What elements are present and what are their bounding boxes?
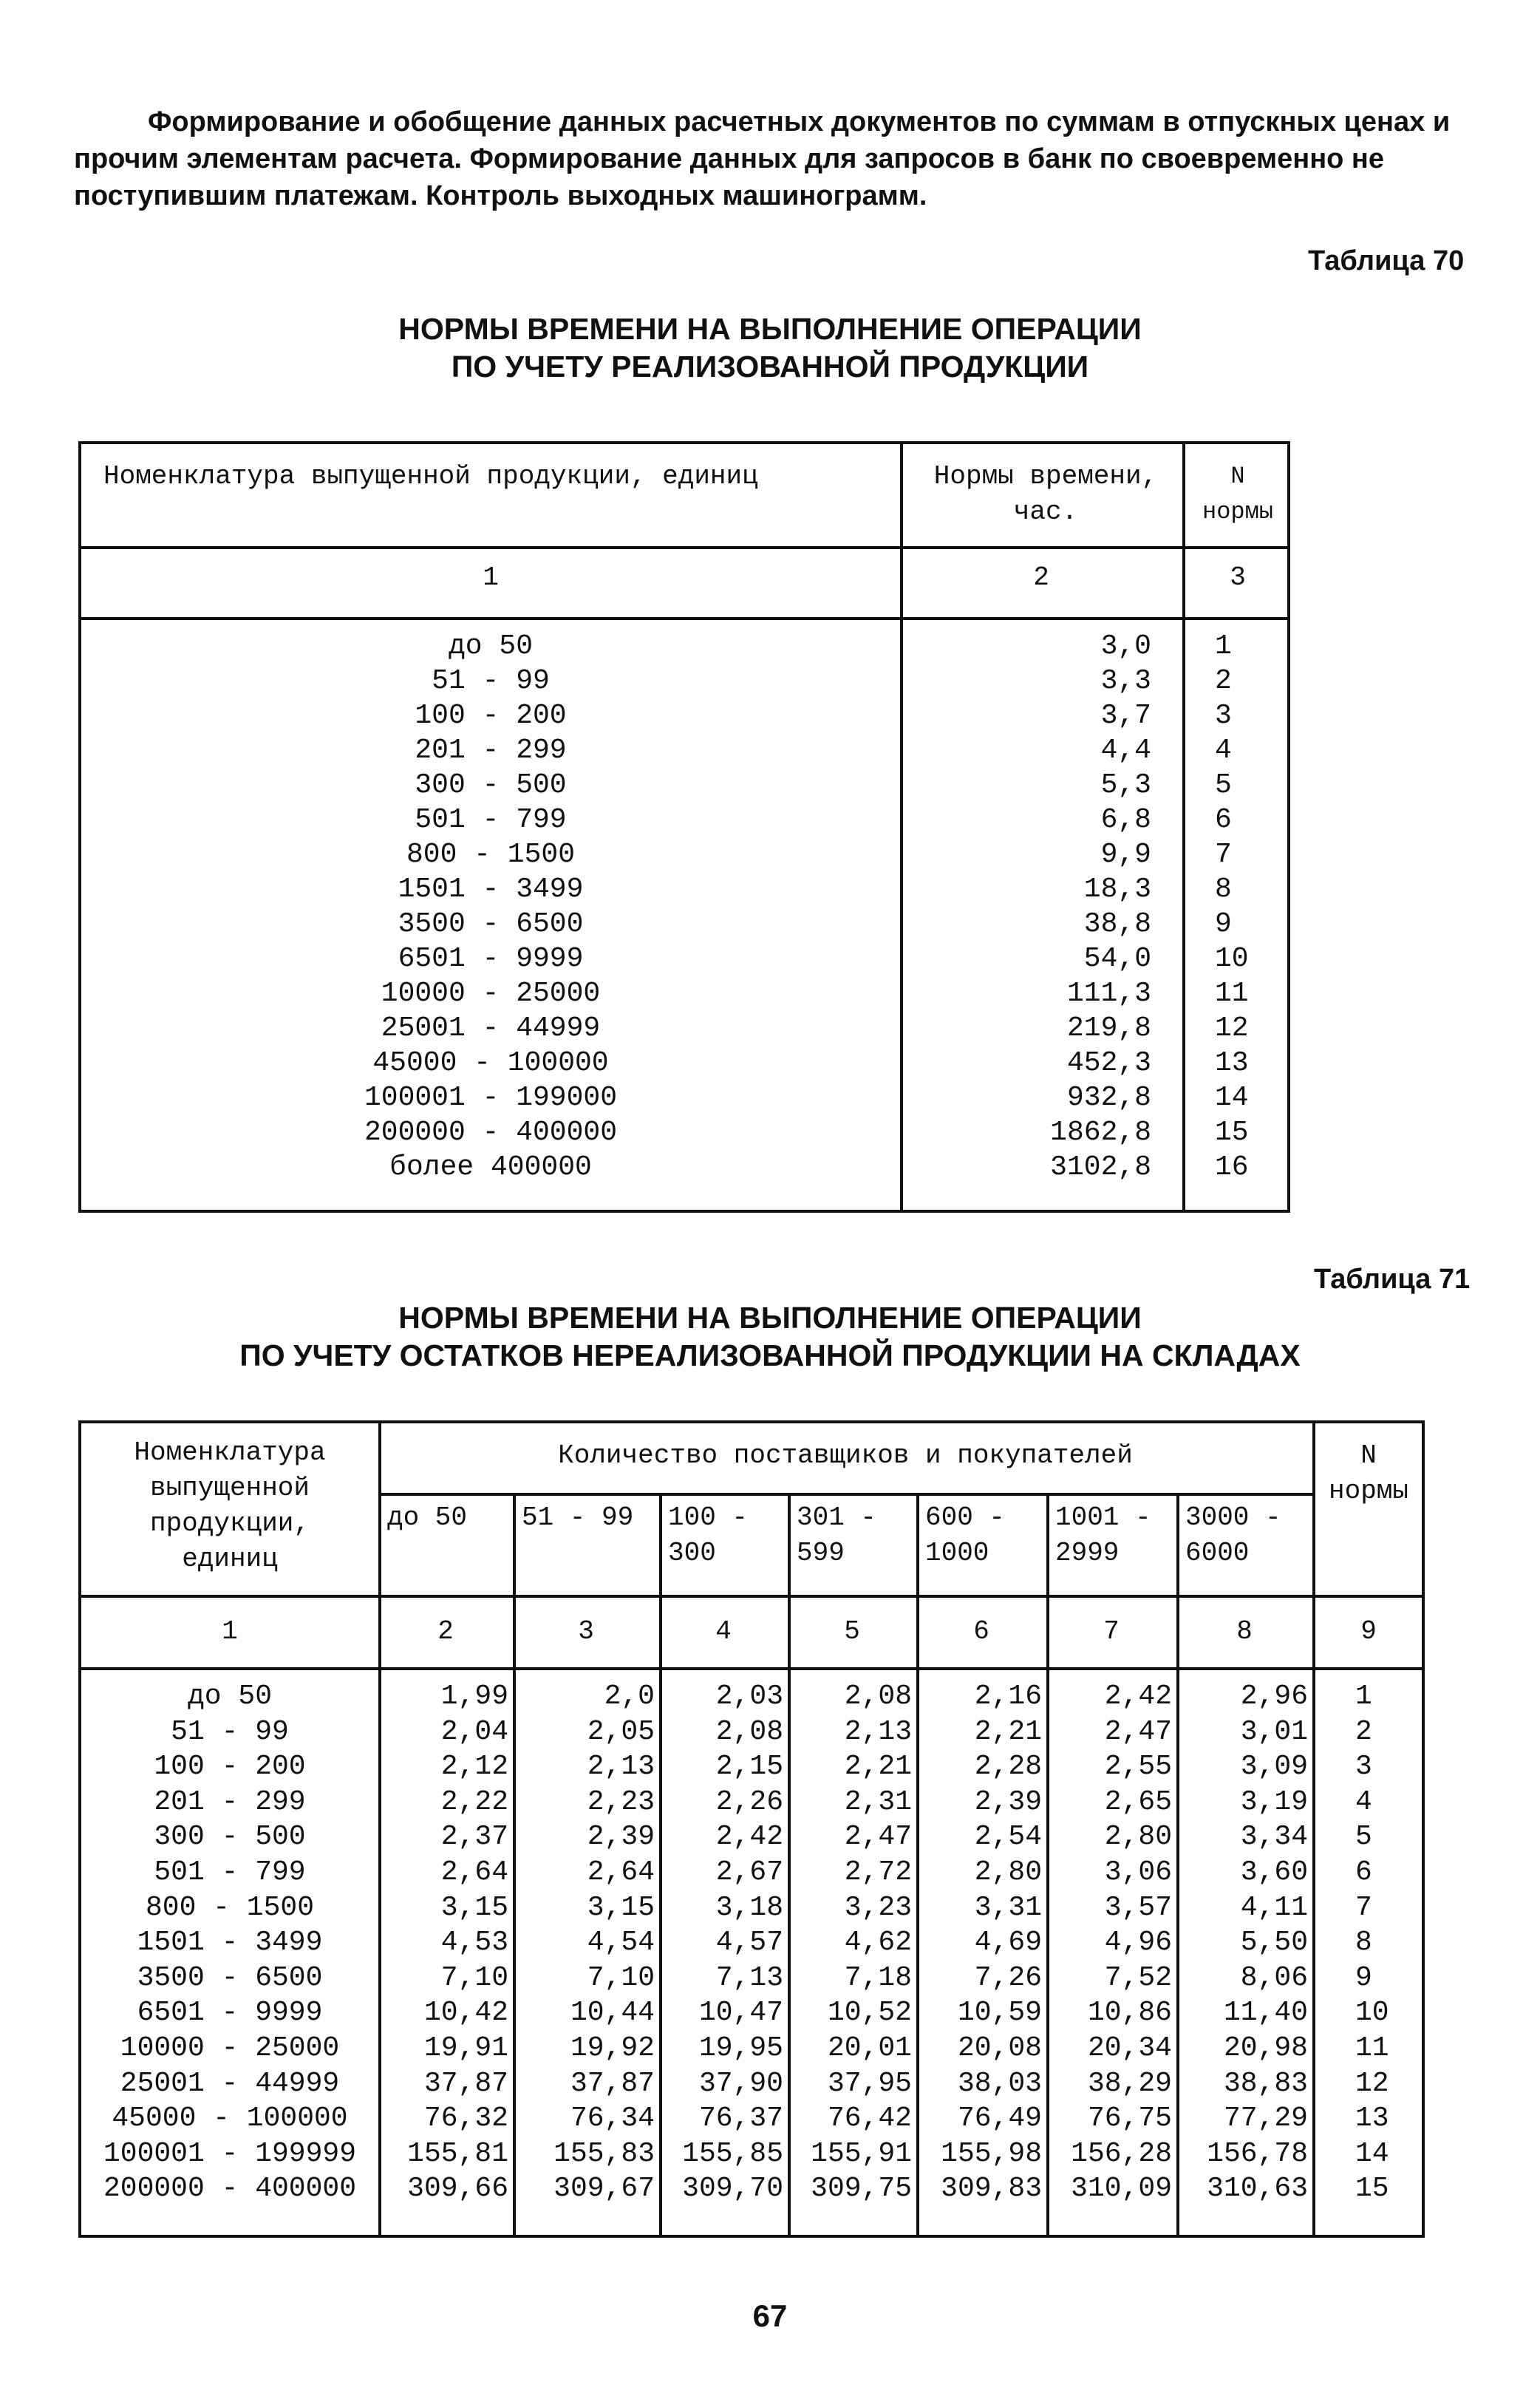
table-71-value: 38,03 [957,2067,1042,2100]
table-71-range: 300 - 500 [154,1821,306,1853]
table-71-norm-number: 8 [1355,1927,1372,1959]
table-71-value: 2,64 [440,1856,508,1888]
table-71-range: 200000 - 400000 [103,2173,357,2205]
table-71-norm-number: 10 [1355,1997,1389,2029]
table-row [81,1046,1287,1080]
table-70-norm-number: 7 [1215,839,1232,871]
table-71-value: 309,70 [682,2173,783,2205]
table-70-range: 3500 - 6500 [398,908,584,940]
table-71-value: 155,98 [941,2137,1042,2170]
table-70-norm-number: 15 [1215,1117,1249,1148]
table-71-value: 5,50 [1240,1927,1308,1959]
table-71-header-col1-line: выпущенной [149,1473,310,1503]
table-71-value: 3,18 [715,1891,783,1924]
table-70-divider [81,617,1287,620]
table-70-header-col2 [909,459,1182,530]
table-71-value: 155,91 [811,2137,912,2170]
table-71-value: 7,13 [715,1961,783,1994]
table-70-norm-number: 5 [1215,769,1232,801]
table-71-colnum: 2 [437,1616,454,1647]
table-71-norm-number: 1 [1355,1681,1372,1712]
table-71-value: 2,96 [1240,1681,1308,1712]
table-71-range: 45000 - 100000 [112,2103,348,2135]
table-71-subheader [668,1500,785,1571]
table-71-value: 20,01 [827,2032,912,2064]
table-71-header-col1 [81,1435,378,1577]
table-71-value: 309,67 [553,2173,655,2205]
table-70-norm-number: 4 [1215,735,1232,766]
table-70-label: Таблица 70 [1308,245,1465,276]
table-71-norm-number: 11 [1355,2032,1389,2064]
table-70-header-col3-line1: N [1230,463,1245,490]
table-70-range: 1501 - 3499 [398,874,584,905]
table-71-colnum: 3 [578,1616,594,1647]
table-71-norm-number: 15 [1355,2173,1389,2205]
table-71-value: 2,08 [844,1681,912,1712]
table-70-time: 1862,8 [1050,1117,1151,1148]
table-71-subheader-line2: 300 [668,1538,716,1568]
table-71-value: 4,54 [587,1927,655,1959]
table-71-header-col1-line: Номенклатура [134,1437,326,1468]
table-70-time: 111,3 [1066,978,1151,1010]
table-71-value: 37,87 [570,2067,655,2100]
table-71-value: 76,32 [423,2103,508,2135]
table-70-header-col3-line2: нормы [1202,498,1273,525]
table-row [81,942,1287,976]
table-71-subheader [522,1500,656,1536]
table-71-subheader-line1: 100 - [668,1502,749,1533]
table-71-value: 2,03 [715,1681,783,1712]
table-71-value: 3,15 [587,1891,655,1924]
table-71-value: 7,10 [440,1961,508,1994]
table-row [81,698,1287,733]
table-70-norm-number: 6 [1215,804,1232,836]
table-71-value: 7,52 [1104,1961,1172,1994]
table-70-norm-number: 16 [1215,1151,1249,1183]
table-71-value: 2,15 [715,1751,783,1783]
table-71-value: 156,28 [1071,2137,1172,2170]
table-71-value: 4,11 [1240,1891,1308,1924]
table-71-subheader-line1: 51 - 99 [522,1502,634,1533]
table-row [81,1890,1422,1926]
table-70-colnum: 3 [1230,562,1246,593]
table-71-value: 2,13 [844,1715,912,1748]
table-70-norm-number: 8 [1215,874,1232,905]
table-71-subheader-line1: до 50 [387,1502,468,1533]
table-71-value: 310,63 [1207,2173,1308,2205]
table-71-norm-number: 12 [1355,2067,1389,2100]
table-71-subheader-line1: 600 - [925,1502,1006,1533]
table-71-value: 2,16 [974,1681,1042,1712]
table-row [81,1115,1287,1150]
table-71-value: 76,37 [698,2103,783,2135]
table-71-value: 76,34 [570,2103,655,2135]
table-71-subheader-line1: 1001 - [1055,1502,1151,1533]
table-70-header-col3 [1185,459,1290,530]
table-71-subheader-line2: 6000 [1185,1538,1250,1568]
table-row [81,1785,1422,1820]
table-71-value: 155,85 [682,2137,783,2170]
table-row [81,1011,1287,1046]
table-71-norm-number: 2 [1355,1715,1372,1748]
table-71-subheader-line2: 2999 [1055,1538,1120,1568]
table-71-header-n-line1: N [1360,1440,1377,1471]
table-71-value: 2,67 [715,1856,783,1888]
table-70-norm-number: 10 [1215,943,1249,975]
table-70-time: 4,4 [1100,735,1151,766]
table-71-label: Таблица 71 [1314,1264,1471,1295]
table-row [81,1080,1287,1115]
table-71-header-col1-line: продукции, [149,1508,310,1539]
table-70-range: 300 - 500 [415,769,567,801]
table-71-range: 501 - 799 [154,1856,306,1888]
table-71-norm-number: 7 [1355,1891,1372,1924]
table-row [81,2066,1422,2102]
table-71-value: 2,42 [1104,1681,1172,1712]
table-71-value: 19,95 [698,2032,783,2064]
table-70-header-col2-line2: час. [1013,497,1078,527]
table-71-range: 100001 - 199999 [103,2137,357,2170]
table-70-time: 3,3 [1100,665,1151,697]
table-70-range: 201 - 299 [415,735,567,766]
table-71-value: 309,75 [811,2173,912,2205]
table-71-value: 2,31 [844,1785,912,1818]
table-71-value: 2,39 [587,1821,655,1853]
table-71-range: 25001 - 44999 [120,2067,340,2100]
table-70-time: 18,3 [1083,874,1151,905]
table-70-range: 501 - 799 [415,804,567,836]
table-row [81,2171,1422,2207]
table-71-subheader [387,1500,510,1536]
table-row [81,1855,1422,1890]
table-71-value: 2,42 [715,1821,783,1853]
table-row [81,837,1287,872]
table-70-colnum: 2 [1033,562,1049,593]
table-70-colnum: 1 [483,562,499,593]
table-71-value: 38,29 [1087,2067,1172,2100]
table-71-range: 800 - 1500 [145,1891,315,1924]
table-71 [78,1420,1425,2238]
table-71-value: 2,12 [440,1751,508,1783]
table-71-value: 156,78 [1207,2137,1308,2170]
table-71-value: 2,54 [974,1821,1042,1853]
table-71-range: 51 - 99 [171,1715,289,1748]
table-71-header-n [1312,1438,1425,1509]
table-71-value: 37,87 [423,2067,508,2100]
table-71-value: 2,55 [1104,1751,1172,1783]
table-71-value: 3,23 [844,1891,912,1924]
table-71-value: 3,60 [1240,1856,1308,1888]
table-70-time: 54,0 [1083,943,1151,975]
table-70-header-col2-line1: Нормы времени, [933,461,1158,491]
table-71-value: 2,28 [974,1751,1042,1783]
table-71-value: 2,72 [844,1856,912,1888]
table-71-range: 3500 - 6500 [137,1961,323,1994]
table-71-value: 3,15 [440,1891,508,1924]
table-71-value: 2,47 [1104,1715,1172,1748]
table-71-value: 8,06 [1240,1961,1308,1994]
table-70-range: более 400000 [389,1151,592,1183]
table-71-value: 11,40 [1223,1997,1308,2029]
table-71-value: 2,23 [587,1785,655,1818]
table-70-range: 100 - 200 [415,700,567,732]
table-70-time: 38,8 [1083,908,1151,940]
table-row [81,1995,1422,2031]
table-71-range: 10000 - 25000 [120,2032,340,2064]
table-71-value: 1,99 [440,1681,508,1712]
table-70-range: до 50 [448,630,534,662]
table-71-subheader [925,1500,1043,1571]
table-row [81,976,1287,1011]
table-71-value: 2,39 [974,1785,1042,1818]
table-71-norm-number: 5 [1355,1821,1372,1853]
table-71-value: 77,29 [1223,2103,1308,2135]
table-71-value: 2,65 [1104,1785,1172,1818]
table-71-value: 4,62 [844,1927,912,1959]
table-71-value: 7,10 [587,1961,655,1994]
table-71-value: 4,69 [974,1927,1042,1959]
table-70-range: 25001 - 44999 [381,1012,601,1044]
table-71-norm-number: 13 [1355,2103,1389,2135]
table-71-colnum: 8 [1236,1616,1253,1647]
table-row [81,1961,1422,1996]
table-71-value: 2,80 [974,1856,1042,1888]
table-70-range: 51 - 99 [432,665,550,697]
table-71-colnum: 1 [222,1616,238,1647]
table-71-range: 201 - 299 [154,1785,306,1818]
table-70-range: 800 - 1500 [406,839,576,871]
table-71-title-line1: НОРМЫ ВРЕМЕНИ НА ВЫПОЛНЕНИЕ ОПЕРАЦИИ [398,1301,1142,1335]
table-71-divider [81,1667,1422,1670]
table-70-norm-number: 9 [1215,908,1232,940]
table-71-value: 20,98 [1223,2032,1308,2064]
table-70-divider [81,546,1287,549]
table-71-colnum: 7 [1103,1616,1120,1647]
table-row [81,1819,1422,1855]
table-row [81,2137,1422,2172]
table-71-value: 4,53 [440,1927,508,1959]
table-71-value: 2,26 [715,1785,783,1818]
table-71-value: 2,21 [974,1715,1042,1748]
table-71-value: 10,44 [570,1997,655,2029]
table-71-range: 100 - 200 [154,1751,306,1783]
table-70-range: 10000 - 25000 [381,978,601,1010]
table-row [81,803,1287,837]
table-71-colnum: 9 [1360,1616,1377,1647]
table-71-title-line2: ПО УЧЕТУ ОСТАТКОВ НЕРЕАЛИЗОВАННОЙ ПРОДУКЦИИ НА СКЛАДАХ [239,1338,1301,1372]
table-71-norm-number: 3 [1355,1751,1372,1783]
table-71-subheader-line1: 3000 - [1185,1502,1281,1533]
table-71-value: 19,91 [423,2032,508,2064]
table-71-subheader-line2: 599 [797,1538,845,1568]
table-71-colnum: 6 [973,1616,989,1647]
table-71-subheader [797,1500,913,1571]
table-71-value: 309,83 [941,2173,1042,2205]
table-71-divider [81,1595,1422,1598]
table-70-header-col1: Номенклатура выпущенной продукции, единиц [103,461,758,491]
table-row [81,907,1287,942]
table-71-value: 38,83 [1223,2067,1308,2100]
table-71-title [0,1299,1540,1375]
table-70-norm-number: 11 [1215,978,1249,1010]
table-row [81,1749,1422,1785]
table-71-value: 2,08 [715,1715,783,1748]
table-71-value: 20,34 [1087,2032,1172,2064]
table-71-value: 2,0 [604,1681,655,1712]
intro-paragraph: Формирование и обобщение данных расчетных документов по суммам в отпускных ценах и прочим элементам расчета. Формирование данных для запросов в банк по своевременно не поступившим платежам. Контроль выходных машинограмм. [74,106,1451,211]
table-71-value: 3,09 [1240,1751,1308,1783]
table-70-time: 452,3 [1066,1047,1151,1079]
table-71-value: 3,06 [1104,1856,1172,1888]
table-row [81,1925,1422,1961]
table-71-value: 76,42 [827,2103,912,2135]
table-71-header-n-line2: нормы [1328,1476,1409,1506]
table-71-value: 2,37 [440,1821,508,1853]
table-70-norm-number: 2 [1215,665,1232,697]
table-70-time: 3,0 [1100,630,1151,662]
table-70-range: 100001 - 199000 [364,1082,618,1114]
table-71-value: 310,09 [1071,2173,1172,2205]
table-70-norm-number: 3 [1215,700,1232,732]
table-71-range: 6501 - 9999 [137,1997,323,2029]
table-70 [78,441,1290,1213]
table-row [81,664,1287,698]
table-71-norm-number: 4 [1355,1785,1372,1818]
table-row [81,1150,1287,1185]
table-71-value: 2,21 [844,1751,912,1783]
table-70-range: 200000 - 400000 [364,1117,618,1148]
table-71-value: 37,95 [827,2067,912,2100]
table-71-value: 309,66 [407,2173,508,2205]
table-70-norm-number: 14 [1215,1082,1249,1114]
table-71-value: 3,57 [1104,1891,1172,1924]
table-71-norm-number: 9 [1355,1961,1372,1994]
table-71-value: 2,05 [587,1715,655,1748]
table-71-norm-number: 6 [1355,1856,1372,1888]
table-71-value: 3,19 [1240,1785,1308,1818]
table-70-norm-number: 1 [1215,630,1232,662]
table-71-header-col1-line: единиц [182,1544,278,1574]
table-70-time: 3102,8 [1050,1151,1151,1183]
table-row [81,768,1287,803]
table-row [81,2031,1422,2066]
table-71-divider [378,1493,1312,1496]
table-71-value: 2,04 [440,1715,508,1748]
table-71-value: 76,75 [1087,2103,1172,2135]
table-row [81,629,1287,664]
table-71-value: 20,08 [957,2032,1042,2064]
table-71-range: 1501 - 3499 [137,1927,323,1959]
table-71-colnum: 4 [715,1616,732,1647]
table-70-time: 6,8 [1100,804,1151,836]
table-row [81,2101,1422,2137]
table-70-norm-number: 13 [1215,1047,1249,1079]
table-71-header-group: Количество поставщиков и покупателей [558,1440,1133,1471]
table-71-value: 7,26 [974,1961,1042,1994]
table-71-value: 2,80 [1104,1821,1172,1853]
table-71-value: 3,01 [1240,1715,1308,1748]
table-71-value: 10,52 [827,1997,912,2029]
table-71-value: 10,42 [423,1997,508,2029]
table-71-value: 10,86 [1087,1997,1172,2029]
table-71-value: 37,90 [698,2067,783,2100]
table-71-value: 155,81 [407,2137,508,2170]
table-71-value: 10,59 [957,1997,1042,2029]
page-number: 67 [752,2298,788,2333]
table-71-value: 3,34 [1240,1821,1308,1853]
table-70-range: 45000 - 100000 [372,1047,609,1079]
table-71-norm-number: 14 [1355,2137,1389,2170]
table-71-subheader-line2: 1000 [925,1538,989,1568]
table-71-value: 2,64 [587,1856,655,1888]
table-70-time: 3,7 [1100,700,1151,732]
table-71-value: 2,47 [844,1821,912,1853]
table-70-title-line2: ПО УЧЕТУ РЕАЛИЗОВАННОЙ ПРОДУКЦИИ [451,350,1089,384]
table-70-title [0,310,1540,386]
table-71-value: 76,49 [957,2103,1042,2135]
table-70-time: 5,3 [1100,769,1151,801]
table-71-value: 155,83 [553,2137,655,2170]
table-71-value: 2,22 [440,1785,508,1818]
table-71-value: 10,47 [698,1997,783,2029]
table-row [81,872,1287,907]
table-71-value: 4,96 [1104,1927,1172,1959]
table-71-value: 7,18 [844,1961,912,1994]
table-70-time: 932,8 [1066,1082,1151,1114]
table-70-time: 219,8 [1066,1012,1151,1044]
table-70-norm-number: 12 [1215,1012,1249,1044]
table-row [81,1679,1422,1715]
table-70-title-line1: НОРМЫ ВРЕМЕНИ НА ВЫПОЛНЕНИЕ ОПЕРАЦИИ [398,312,1142,346]
table-71-subheader [1185,1500,1309,1571]
table-71-value: 19,92 [570,2032,655,2064]
table-row [81,733,1287,768]
table-71-subheader-line1: 301 - [797,1502,877,1533]
table-70-time: 9,9 [1100,839,1151,871]
table-row [81,1715,1422,1750]
table-71-range: до 50 [187,1681,273,1712]
table-71-value: 2,13 [587,1751,655,1783]
table-70-range: 6501 - 9999 [398,943,584,975]
table-71-value: 3,31 [974,1891,1042,1924]
table-71-subheader [1055,1500,1173,1571]
table-71-colnum: 5 [844,1616,860,1647]
table-71-value: 4,57 [715,1927,783,1959]
